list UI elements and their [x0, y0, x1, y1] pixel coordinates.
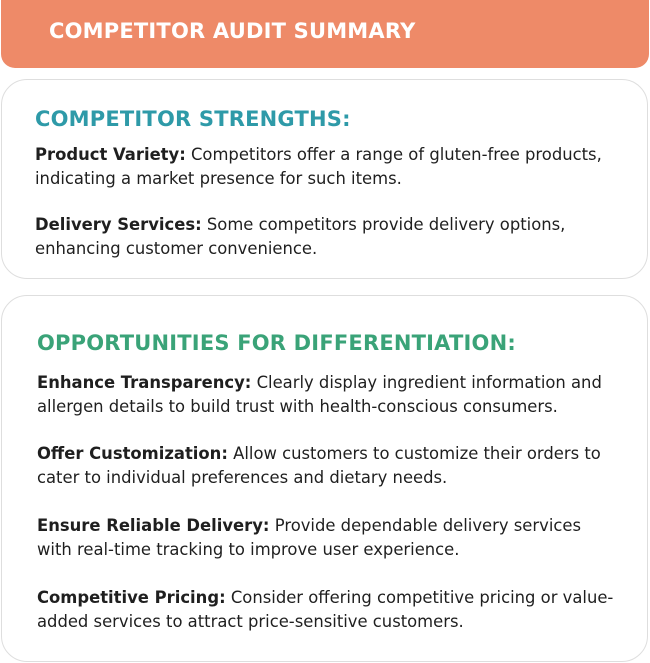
opportunities-card [1, 295, 648, 662]
opportunity-term: Enhance Transparency: [37, 373, 252, 392]
strengths-heading: COMPETITOR STRENGTHS: [35, 107, 351, 131]
strength-text: Competitors offer a range of gluten-free products, indicating a market presence for such items. [35, 145, 602, 188]
opportunity-text: Allow customers to customize their orders to cater to individual preferences and dietary needs. [37, 444, 601, 487]
strength-item-product-variety [35, 143, 615, 191]
opportunity-text: Consider offering competitive pricing or value-added services to attract price-sensitive customers. [37, 588, 614, 631]
opportunity-item-transparency [37, 371, 617, 419]
opportunities-heading: OPPORTUNITIES FOR DIFFERENTIATION: [37, 331, 516, 355]
opportunity-text: Provide dependable delivery services with real-time tracking to improve user experience. [37, 516, 582, 559]
strength-term: Product Variety: [35, 145, 186, 164]
opportunity-item-customization [37, 442, 617, 490]
opportunity-item-pricing [37, 586, 617, 634]
opportunity-term: Offer Customization: [37, 444, 228, 463]
strength-text: Some competitors provide delivery options, enhancing customer convenience. [35, 215, 566, 258]
opportunity-item-delivery [37, 514, 617, 562]
opportunity-text: Clearly display ingredient information and allergen details to build trust with health-conscious consumers. [37, 373, 602, 416]
strength-term: Delivery Services: [35, 215, 202, 234]
strengths-card [1, 79, 648, 279]
opportunity-term: Competitive Pricing: [37, 588, 226, 607]
strength-item-delivery-services [35, 213, 615, 261]
header-banner [1, 0, 649, 68]
opportunity-term: Ensure Reliable Delivery: [37, 516, 270, 535]
page-title: COMPETITOR AUDIT SUMMARY [49, 19, 416, 43]
